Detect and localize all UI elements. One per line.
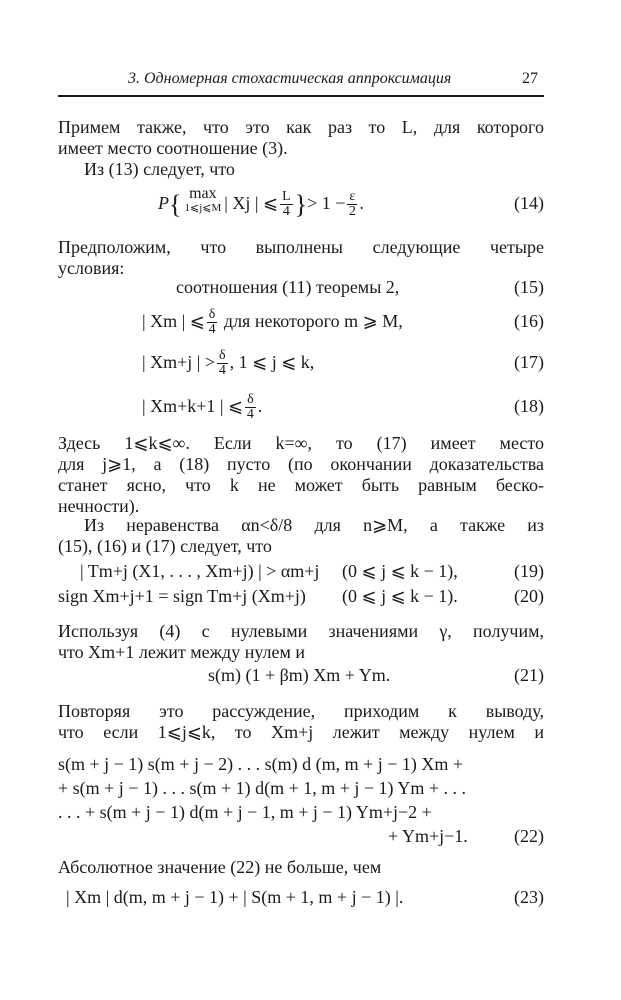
eq-text: (0 ⩽ j ⩽ k − 1). [342,586,458,606]
eq-text: L [282,189,291,205]
eq-text: 4 [282,204,290,220]
text-line: Используя (4) с нулевыми значениями γ, получим, [58,621,544,641]
eq-text: , 1 ⩽ j ⩽ k, [229,352,315,372]
eq-text: соотношения (11) теоремы 2, [176,277,400,297]
eq-text: . [257,396,263,416]
text-line: условия: [58,258,125,278]
running-head [58,66,544,92]
equation-21 [58,664,544,686]
equation-number: (21) [514,665,544,685]
eq-text: > 1 − [307,193,346,213]
eq-text: δ [247,392,254,408]
eq-text: для некоторого m ⩾ M, [223,311,403,331]
eq-text: sign Xm+j+1 = sign Tm+j (Xm+j) [58,586,306,606]
equation-number: (18) [514,396,544,416]
eq-text: 4 [208,322,216,338]
text-line: Предположим, что выполнены следующие четыре [58,237,544,257]
eq-text: | Xm | d(m, m + j − 1) + | S(m + 1, m + j − 1) |. [66,887,404,907]
equation-18 [58,390,544,424]
fraction [347,190,357,219]
equation-17 [58,346,544,380]
eq-text: | Xm+j | > [142,352,216,372]
eq-text: | Xj | ⩽ [224,193,279,213]
eq-text: . . . + s(m + j − 1) d(m + j − 1, m + j − 1) Ym+j−2 + [58,802,432,822]
eq-text: δ [208,307,216,323]
eq-text: + Ym+j−1. [388,826,468,846]
equation-15 [58,276,544,298]
eq-text: 4 [246,407,254,423]
text-line: что Xm+1 лежит между нулем и [58,642,306,662]
text-line: Здесь 1⩽k⩽∞. Если k=∞, то (17) имеет место [58,433,544,453]
text-line: для j⩾1, а (18) пусто (по окончании доказательства [58,454,544,474]
equation-16 [58,305,544,339]
eq-text: + s(m + j − 1) . . . s(m + 1) d(m + 1, m + j − 1) Ym + . . . [58,778,467,798]
eq-text: | Tm+j (X1, . . . , Xm+j) | > αm+j [80,561,320,581]
max-operator [184,186,221,214]
equation-23 [58,886,544,908]
eq-text: max [189,185,217,202]
text-line: что если 1⩽j⩽k, то Xm+j лежит между нулем и [58,722,544,742]
equation-number: (17) [514,352,544,372]
text-line: Абсолютное значение (22) не больше, чем [58,857,382,877]
equation-22-line-2 [58,777,544,799]
equation-22-line-1 [58,753,544,775]
eq-text: | Xm | ⩽ [142,311,205,331]
eq-text: 1⩽j⩽M [184,202,222,214]
fraction [245,393,256,422]
fraction [207,308,218,337]
equation-number: (19) [514,561,544,581]
text-line: станет ясно, что k не может быть равным беско- [58,475,544,495]
eq-text: P [158,193,169,213]
text-line: Повторяя это рассуждение, приходим к выводу, [58,701,544,721]
eq-text: 2 [348,204,356,220]
equation-19 [58,560,544,582]
equation-number: (16) [514,311,544,331]
running-head-title: 3. Одномерная стохастическая аппроксимация [128,70,452,87]
text-line: нечности). [58,496,140,516]
equation-number: (15) [514,277,544,297]
eq-text: ε [349,189,356,205]
fraction [280,190,293,219]
page-number: 27 [522,70,538,87]
equation-number: (22) [514,826,544,846]
eq-text: . [359,193,364,213]
equation-number: (23) [514,887,544,907]
header-rule [58,95,544,97]
equation-22-line-4 [58,825,544,847]
equation-number: (14) [514,193,544,213]
eq-text: (0 ⩽ j ⩽ k − 1), [342,561,458,581]
eq-text: 4 [218,363,226,379]
equation-14: P{ max 1⩽j⩽M | Xj | ⩽ $\frac{L}{4}$ }> 1 − $\frac{\varepsilon}{2}$ . (14) [158,185,544,220]
text-line: имеет место соотношение (3). [58,138,288,158]
equation-number: (20) [514,586,544,606]
eq-text: s(m + j − 1) s(m + j − 2) . . . s(m) d (m, m + j − 1) Xm + [58,754,464,774]
eq-text: s(m) (1 + βm) Xm + Ym. [208,665,391,685]
equation-20 [58,585,544,607]
text-line: Из неравенства αn<δ/8 для n⩾M, а также из [84,515,544,535]
text-line: (15), (16) и (17) следует, что [58,536,272,556]
fraction [217,349,228,378]
text-line: Примем также, что это как раз то L, для которого [58,117,544,137]
text-line: Из (13) следует, что [84,159,235,179]
equation-22-line-3 [58,801,544,823]
eq-text: δ [219,348,226,364]
eq-text: | Xm+k+1 | ⩽ [142,396,244,416]
